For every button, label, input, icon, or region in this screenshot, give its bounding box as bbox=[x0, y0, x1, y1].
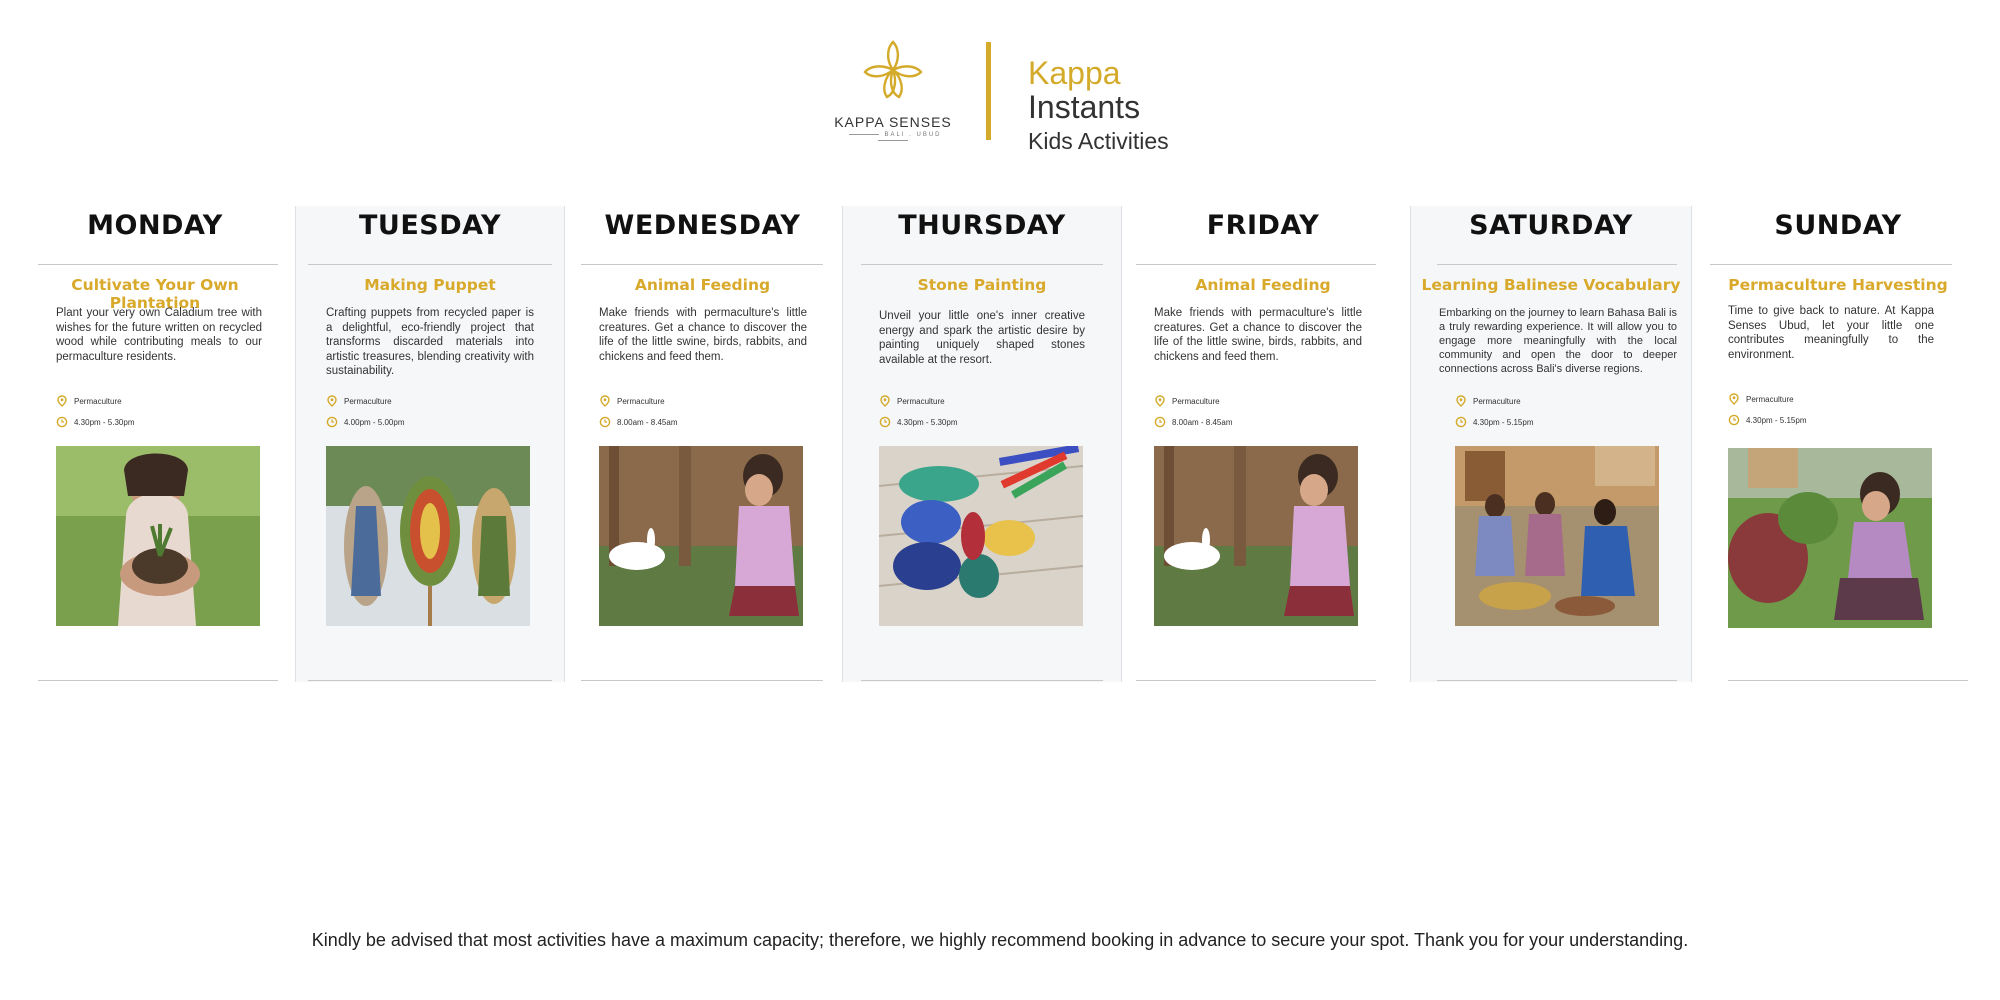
title-instants: Instants bbox=[1028, 89, 1141, 125]
photo-child-feeding-rabbit bbox=[599, 446, 803, 626]
activity-title: Animal Feeding bbox=[634, 276, 771, 294]
location-row bbox=[1154, 395, 1220, 407]
activity-description: Crafting puppets from recycled paper is a delightful, eco-friendly project that transforms discarded materials into artistic treasures, blending creativity with sustainability. bbox=[326, 307, 534, 377]
location-pin-icon bbox=[599, 395, 611, 407]
activity-title: Making Puppet bbox=[364, 276, 496, 294]
day-column-thursday bbox=[842, 206, 1122, 682]
location-row bbox=[56, 395, 122, 407]
clock-icon bbox=[56, 416, 68, 428]
day-column-wednesday bbox=[575, 206, 830, 682]
day-column-friday bbox=[1132, 206, 1394, 682]
day-column-saturday bbox=[1410, 206, 1692, 682]
divider bbox=[1136, 264, 1376, 265]
divider bbox=[308, 264, 552, 265]
divider bbox=[581, 264, 823, 265]
time-row bbox=[326, 416, 404, 428]
day-heading: TUESDAY bbox=[358, 210, 501, 241]
time-row bbox=[599, 416, 677, 428]
photo-shadow-puppets bbox=[326, 446, 530, 626]
activity-description: Make friends with permaculture's little creatures. Get a chance to discover the life of the little swine, birds, rabbits, and chickens and feed them. bbox=[1154, 307, 1362, 363]
activity-description: Time to give back to nature. At Kappa Senses Ubud, let your little one contributes meaningfully to the environment. bbox=[1728, 305, 1934, 361]
title-kids-activities: Kids Activities bbox=[1028, 128, 1169, 154]
photo-child-harvesting-lettuce bbox=[1728, 448, 1932, 628]
location-row bbox=[1455, 395, 1521, 407]
day-column-tuesday bbox=[295, 206, 565, 682]
time-text: 4.30pm - 5.15pm bbox=[1473, 417, 1534, 427]
activity-title: Stone Painting bbox=[917, 276, 1047, 294]
time-text: 8.00am - 8.45am bbox=[617, 417, 678, 427]
time-row bbox=[1455, 416, 1533, 428]
time-text: 4.30pm - 5.30pm bbox=[897, 417, 958, 427]
divider bbox=[38, 680, 278, 681]
time-row bbox=[1154, 416, 1232, 428]
location-text: Permaculture bbox=[1172, 396, 1220, 406]
day-heading: FRIDAY bbox=[1206, 210, 1320, 241]
location-row bbox=[879, 395, 945, 407]
clock-icon bbox=[879, 416, 891, 428]
time-row bbox=[1728, 414, 1806, 426]
location-text: Permaculture bbox=[1473, 396, 1521, 406]
divider bbox=[1437, 264, 1677, 265]
time-text: 4.30pm - 5.15pm bbox=[1746, 415, 1807, 425]
clock-icon bbox=[1154, 416, 1166, 428]
location-pin-icon bbox=[1154, 395, 1166, 407]
time-row bbox=[879, 416, 957, 428]
location-pin-icon bbox=[1455, 395, 1467, 407]
location-row bbox=[1728, 393, 1794, 405]
time-text: 8.00am - 8.45am bbox=[1172, 417, 1233, 427]
activity-description: Make friends with permaculture's little creatures. Get a chance to discover the life of the little swine, birds, rabbits, and chickens and feed them. bbox=[599, 307, 807, 363]
activity-description: Embarking on the journey to learn Bahasa Bali is a truly rewarding experience. It will allow you to engage more meaningfully with the local community and open the door to deeper connections across Bali's diverse regions. bbox=[1439, 307, 1677, 375]
kappa-senses-logo bbox=[828, 36, 958, 146]
time-row bbox=[56, 416, 134, 428]
brand-location: BALI . UBUD bbox=[828, 132, 958, 144]
weekly-schedule bbox=[0, 206, 2000, 682]
activity-description: Plant your very own Caladium tree with wishes for the future written on recycled wood while contributing meals to our permaculture residents. bbox=[56, 307, 262, 363]
divider bbox=[1437, 680, 1677, 681]
photo-child-feeding-rabbit bbox=[1154, 446, 1358, 626]
activity-description: Unveil your little one's inner creative energy and spark the artistic desire by painting uniquely shaped stones available at the resort. bbox=[879, 310, 1085, 366]
divider bbox=[308, 680, 552, 681]
capacity-notice: Kindly be advised that most activities have a maximum capacity; therefore, we highly recommend booking in advance to secure your spot. Thank you for your understanding. bbox=[311, 930, 1689, 950]
location-text: Permaculture bbox=[897, 396, 945, 406]
brand-name: KAPPA SENSES bbox=[834, 114, 952, 130]
header bbox=[0, 36, 2000, 166]
day-heading: THURSDAY bbox=[898, 210, 1066, 241]
location-pin-icon bbox=[879, 395, 891, 407]
divider bbox=[1710, 264, 1952, 265]
header-title bbox=[1028, 56, 1169, 156]
divider bbox=[861, 264, 1103, 265]
day-heading: SUNDAY bbox=[1774, 210, 1902, 241]
divider bbox=[1136, 680, 1376, 681]
location-pin-icon bbox=[1728, 393, 1740, 405]
clock-icon bbox=[1455, 416, 1467, 428]
frangipani-flower-icon bbox=[862, 40, 924, 102]
activity-title: Learning Balinese Vocabulary bbox=[1421, 276, 1681, 294]
day-heading: MONDAY bbox=[87, 210, 223, 241]
activity-title: Cultivate Your Own Plantation bbox=[71, 276, 239, 312]
divider bbox=[861, 680, 1103, 681]
day-column-monday bbox=[30, 206, 280, 682]
header-divider bbox=[986, 42, 991, 140]
divider bbox=[1728, 680, 1968, 681]
photo-painted-stones bbox=[879, 446, 1083, 626]
time-text: 4.30pm - 5.30pm bbox=[74, 417, 135, 427]
location-text: Permaculture bbox=[1746, 394, 1794, 404]
clock-icon bbox=[326, 416, 338, 428]
clock-icon bbox=[1728, 414, 1740, 426]
photo-child-holding-plant bbox=[56, 446, 260, 626]
location-pin-icon bbox=[326, 395, 338, 407]
clock-icon bbox=[599, 416, 611, 428]
divider bbox=[38, 264, 278, 265]
location-text: Permaculture bbox=[74, 396, 122, 406]
divider bbox=[581, 680, 823, 681]
activity-title: Permaculture Harvesting bbox=[1728, 276, 1948, 294]
title-kappa: Kappa bbox=[1028, 55, 1121, 91]
location-row bbox=[599, 395, 665, 407]
time-text: 4.00pm - 5.00pm bbox=[344, 417, 405, 427]
photo-balinese-women-group bbox=[1455, 446, 1659, 626]
location-text: Permaculture bbox=[617, 396, 665, 406]
location-row bbox=[326, 395, 392, 407]
day-heading: SATURDAY bbox=[1469, 210, 1633, 241]
activity-title: Animal Feeding bbox=[1195, 276, 1331, 294]
day-column-sunday bbox=[1706, 206, 1970, 682]
location-text: Permaculture bbox=[344, 396, 392, 406]
day-heading: WEDNESDAY bbox=[604, 210, 801, 241]
location-pin-icon bbox=[56, 395, 68, 407]
